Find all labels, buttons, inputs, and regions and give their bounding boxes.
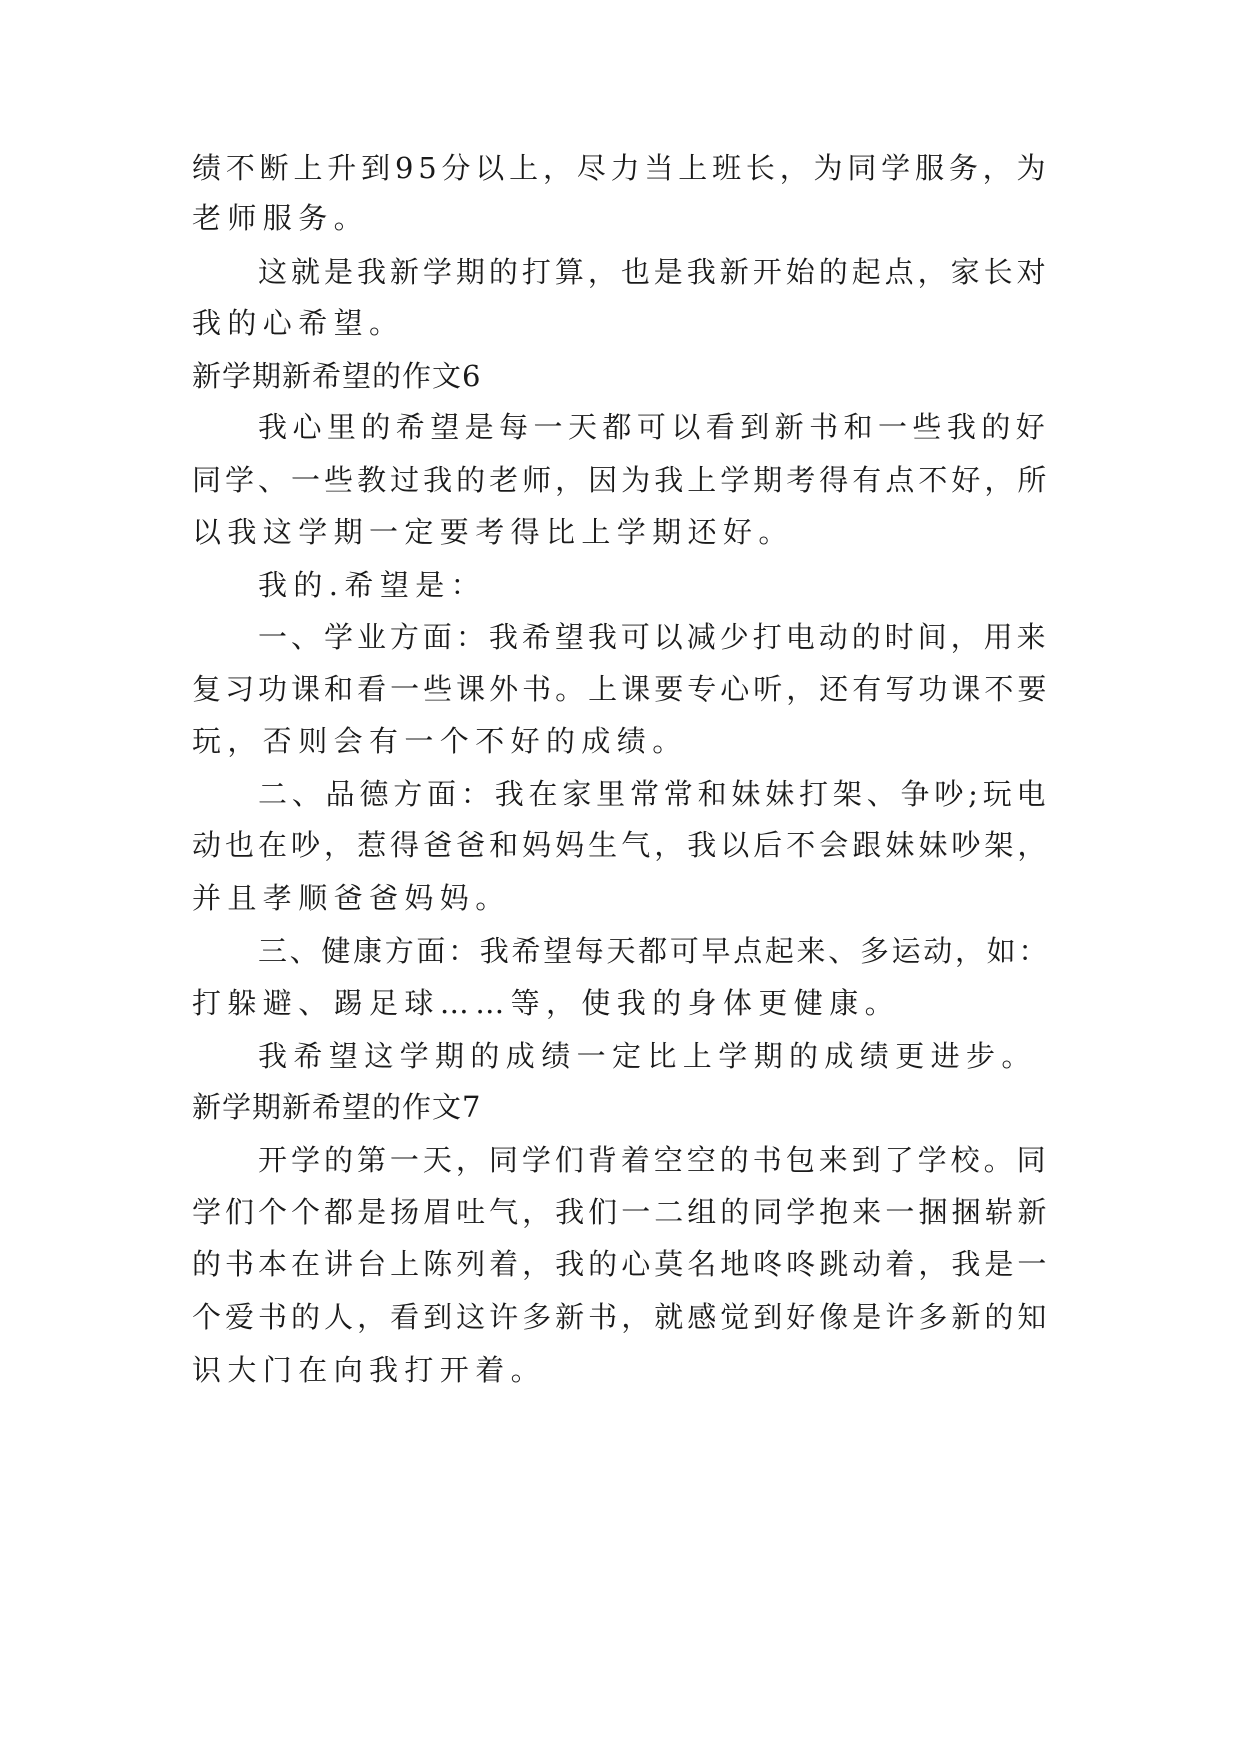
section-heading: 新学期新希望的作文6 [192,359,482,393]
body-text-line: 识大门在向我打开着。 [192,1353,547,1387]
body-text-line: 的书本在讲台上陈列着，我的心莫名地咚咚跳动着，我是一 [192,1247,1051,1281]
paragraph-first-line: 开学的第一天，同学们背着空空的书包来到了学校。同 [258,1143,1050,1177]
paragraph-first-line: 我的.希望是： [258,568,487,602]
paragraph-first-line: 二、品德方面：我在家里常常和妹妹打架、争吵;玩电 [258,777,1051,811]
body-text-line: 玩，否则会有一个不好的成绩。 [192,724,688,758]
body-text-line: 个爱书的人，看到这许多新书，就感觉到好像是许多新的知 [192,1300,1051,1334]
body-text-line: 复习功课和看一些课外书。上课要专心听，还有写功课不要 [192,672,1051,706]
body-text-line: 学们个个都是扬眉吐气，我们一二组的同学抱来一捆捆崭新 [192,1195,1051,1229]
body-text-line: 动也在吵，惹得爸爸和妈妈生气，我以后不会跟妹妹吵架， [192,828,1051,862]
paragraph-first-line: 这就是我新学期的打算，也是我新开始的起点，家长对 [258,255,1050,289]
paragraph-first-line: 三、健康方面：我希望每天都可早点起来、多运动，如： [258,934,1051,968]
body-text-line: 打躲避、踢足球……等，使我的身体更健康。 [192,986,901,1020]
body-text-line: 老师服务。 [192,201,370,235]
paragraph-first-line: 一、学业方面：我希望我可以减少打电动的时间，用来 [258,620,1050,654]
section-heading: 新学期新希望的作文7 [192,1090,482,1124]
body-text-line: 绩不断上升到95分以上，尽力当上班长，为同学服务，为 [192,151,1051,185]
body-text-line: 以我这学期一定要考得比上学期还好。 [192,515,794,549]
body-text-line: 同学、一些教过我的老师，因为我上学期考得有点不好，所 [192,463,1051,497]
paragraph-first-line: 我希望这学期的成绩一定比上学期的成绩更进步。 [258,1039,1037,1073]
body-text-line: 并且孝顺爸爸妈妈。 [192,881,511,915]
body-text-line: 我的心希望。 [192,306,405,340]
paragraph-first-line: 我心里的希望是每一天都可以看到新书和一些我的好 [258,410,1051,444]
